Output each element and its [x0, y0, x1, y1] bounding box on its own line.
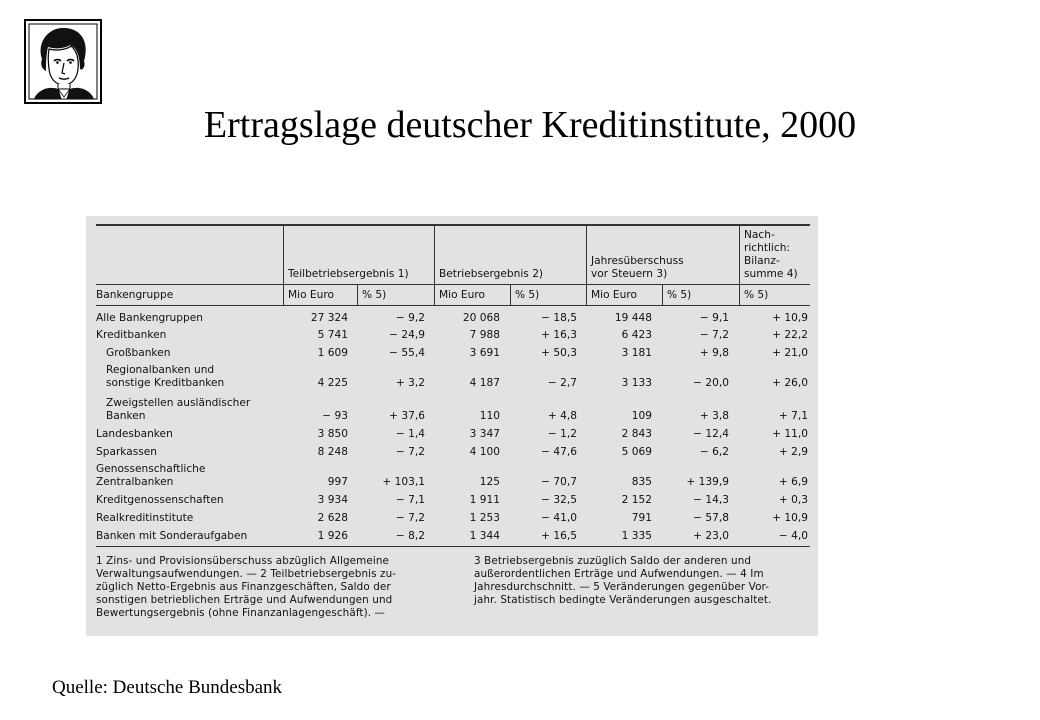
table-cell: − 47,6	[541, 446, 577, 458]
table-cell: 27 324	[310, 312, 348, 324]
column-rule	[662, 284, 663, 306]
table-cell: − 9,2	[395, 312, 425, 324]
row-label: Banken mit Sonderaufgaben	[96, 530, 248, 542]
row-label: Sparkassen	[96, 446, 158, 458]
table-cell: 2 152	[621, 494, 652, 506]
table-cell: − 14,3	[693, 494, 729, 506]
group-header: Teilbetriebsergebnis 1)	[288, 268, 409, 280]
table-cell: − 41,0	[541, 512, 577, 524]
table-cell: + 3,2	[395, 377, 425, 389]
table-cell: 3 133	[621, 377, 652, 389]
column-rule	[434, 226, 435, 306]
sub-header: Mio Euro	[591, 289, 637, 301]
row-label: Kreditgenossenschaften	[96, 494, 224, 506]
table-top-rule	[96, 224, 810, 226]
row-label: Zentralbanken	[96, 476, 174, 488]
row-label: Zweigstellen ausländischer	[106, 397, 251, 409]
footnote-line: Verwaltungsaufwendungen. — 2 Teilbetriebsergebnis zu-	[96, 568, 397, 580]
column-rule	[510, 284, 511, 306]
table-cell: 3 850	[317, 428, 348, 440]
table-cell: 1 335	[621, 530, 652, 542]
table-cell: + 103,1	[382, 476, 425, 488]
footnote-line: Jahresdurchschnitt. — 5 Veränderungen gegenüber Vor-	[474, 581, 770, 593]
table-cell: 1 911	[469, 494, 500, 506]
table-cell: + 0,3	[778, 494, 808, 506]
row-label: Kreditbanken	[96, 329, 167, 341]
table-cell: 4 187	[469, 377, 500, 389]
column-rule	[283, 226, 284, 306]
table-cell: − 4,0	[778, 530, 808, 542]
table-cell: 997	[327, 476, 348, 488]
table-cell: − 9,1	[699, 312, 729, 324]
row-label: Alle Bankengruppen	[96, 312, 203, 324]
group-header: vor Steuern 3)	[591, 268, 668, 280]
group-header: richtlich:	[744, 242, 790, 254]
table-cell: 3 347	[469, 428, 500, 440]
table-cell: − 7,2	[395, 512, 425, 524]
table-cell: − 1,4	[395, 428, 425, 440]
table-cell: 125	[479, 476, 500, 488]
column-rule	[586, 226, 587, 306]
table-cell: 3 181	[621, 347, 652, 359]
table-cell: + 139,9	[686, 476, 729, 488]
table-cell: − 12,4	[693, 428, 729, 440]
footnote-line: 3 Betriebsergebnis zuzüglich Saldo der anderen und	[474, 555, 752, 567]
table-cell: − 24,9	[389, 329, 425, 341]
group-header: Betriebsergebnis 2)	[439, 268, 544, 280]
table-cell: − 55,4	[389, 347, 425, 359]
table-cell: − 8,2	[395, 530, 425, 542]
table-cell: + 50,3	[541, 347, 577, 359]
table-cell: − 1,2	[547, 428, 577, 440]
table-cell: 20 068	[462, 312, 500, 324]
table-cell: 109	[631, 410, 652, 422]
sub-header: % 5)	[515, 289, 540, 301]
table-cell: − 7,1	[395, 494, 425, 506]
footnote-line: sonstigen betrieblichen Erträge und Aufwendungen und	[96, 594, 393, 606]
table-cell: 1 344	[469, 530, 500, 542]
sub-header: % 5)	[362, 289, 387, 301]
table-cell: 791	[631, 512, 652, 524]
table-cell: 2 843	[621, 428, 652, 440]
row-label: sonstige Kreditbanken	[106, 377, 225, 389]
table-cell: 6 423	[621, 329, 652, 341]
table-bottom-rule	[96, 546, 810, 547]
row-label: Realkreditinstitute	[96, 512, 194, 524]
page-title: Ertragslage deutscher Kreditinstitute, 2000	[203, 104, 857, 146]
table-cell: − 20,0	[693, 377, 729, 389]
footnote-line: außerordentlichen Erträge und Aufwendungen. — 4 Im	[474, 568, 764, 580]
table-cell: − 32,5	[541, 494, 577, 506]
table-cell: + 9,8	[699, 347, 729, 359]
table-cell: 835	[631, 476, 652, 488]
table-cell: + 16,3	[541, 329, 577, 341]
header-rule	[96, 305, 810, 306]
table-cell: + 26,0	[772, 377, 808, 389]
table-cell: 5 741	[317, 329, 348, 341]
table-cell: + 3,8	[699, 410, 729, 422]
table-cell: + 2,9	[778, 446, 808, 458]
row-label: Regionalbanken und	[106, 364, 215, 376]
table-cell: 4 100	[469, 446, 500, 458]
row-label: Banken	[106, 410, 146, 422]
footnote-line: 1 Zins- und Provisionsüberschuss abzüglich Allgemeine	[96, 555, 390, 567]
table-cell: − 7,2	[395, 446, 425, 458]
table-cell: − 6,2	[699, 446, 729, 458]
table-cell: 5 069	[621, 446, 652, 458]
portrait-logo	[24, 19, 102, 104]
row-label: Großbanken	[106, 347, 171, 359]
table-cell: 8 248	[317, 446, 348, 458]
table-cell: 19 448	[614, 312, 652, 324]
table-cell: 7 988	[469, 329, 500, 341]
table-cell: − 7,2	[699, 329, 729, 341]
table-cell: − 93	[322, 410, 348, 422]
table-cell: + 16,5	[541, 530, 577, 542]
row-label: Landesbanken	[96, 428, 173, 440]
footnote-line: Bewertungsergebnis (ohne Finanzanlagengeschäft). —	[96, 607, 386, 619]
table-cell: + 7,1	[778, 410, 808, 422]
table-cell: − 18,5	[541, 312, 577, 324]
table-cell: + 4,8	[547, 410, 577, 422]
sub-header: % 5)	[744, 289, 769, 301]
table-cell: + 37,6	[389, 410, 425, 422]
sub-header: Mio Euro	[439, 289, 485, 301]
table-cell: 1 253	[469, 512, 500, 524]
earnings-table	[86, 216, 818, 636]
table-cell: 110	[479, 410, 500, 422]
row-label-header: Bankengruppe	[96, 289, 174, 301]
table-cell: + 6,9	[778, 476, 808, 488]
table-cell: 3 691	[469, 347, 500, 359]
column-rule	[739, 226, 740, 306]
footnote-line: züglich Netto-Ergebnis aus Finanzgeschäften, Saldo der	[96, 581, 391, 593]
table-cell: + 10,9	[772, 512, 808, 524]
table-cell: + 23,0	[693, 530, 729, 542]
source-note: Quelle: Deutsche Bundesbank	[52, 677, 283, 698]
row-label: Genossenschaftliche	[96, 463, 206, 475]
group-header: summe 4)	[744, 268, 798, 280]
sub-header: Mio Euro	[288, 289, 334, 301]
header-rule	[96, 284, 810, 285]
column-rule	[357, 284, 358, 306]
table-cell: 2 628	[317, 512, 348, 524]
sub-header: % 5)	[667, 289, 692, 301]
group-header: Bilanz-	[744, 255, 780, 267]
table-cell: + 10,9	[772, 312, 808, 324]
table-cell: 3 934	[317, 494, 348, 506]
group-header: Nach-	[744, 229, 775, 241]
table-cell: 4 225	[317, 377, 348, 389]
group-header: Jahresüberschuss	[591, 255, 684, 267]
table-cell: 1 926	[317, 530, 348, 542]
footnote-line: jahr. Statistisch bedingte Veränderungen ausgeschaltet.	[474, 594, 772, 606]
table-cell: − 57,8	[693, 512, 729, 524]
table-cell: 1 609	[317, 347, 348, 359]
table-cell: − 70,7	[541, 476, 577, 488]
table-cell: + 11,0	[772, 428, 808, 440]
table-cell: − 2,7	[547, 377, 577, 389]
table-cell: + 21,0	[772, 347, 808, 359]
table-cell: + 22,2	[772, 329, 808, 341]
